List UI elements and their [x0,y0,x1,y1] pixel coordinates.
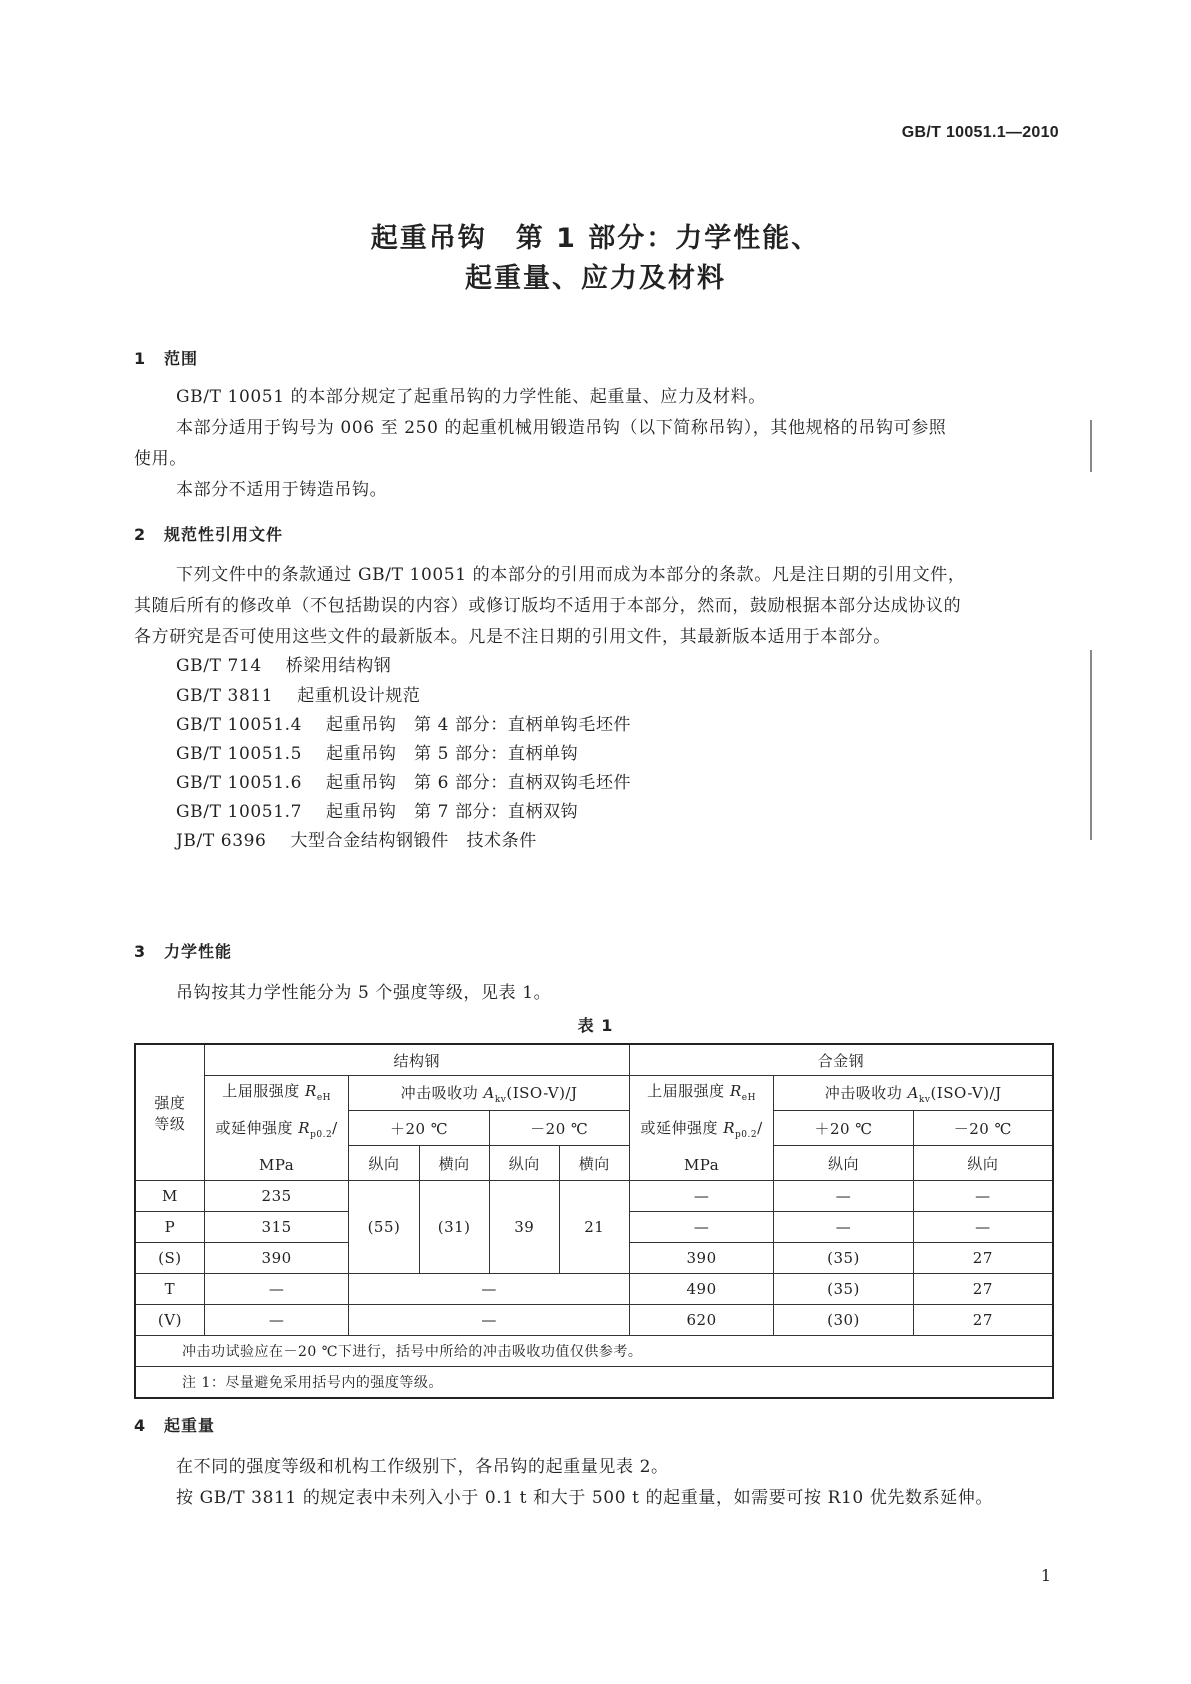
page-number: 1 [1040,1566,1051,1585]
header-text: 上届服强度 [222,1082,300,1100]
paragraph-continuation: 使用。 [134,449,187,469]
header-text: 等级 [154,1114,186,1133]
data-cell: — [913,1181,1053,1212]
header-cell: 纵向 [489,1146,559,1181]
data-cell: — [349,1305,629,1336]
paragraph: GB/T 10051 的本部分规定了起重吊钩的力学性能、起重量、应力及材料。 [176,387,766,407]
section-number: 1 [134,349,147,368]
paragraph-continuation: 各方研究是否可使用这些文件的最新版本。凡是不注日期的引用文件，其最新版本适用于本部分。 [134,627,891,647]
reference-title: 起重吊钩 第 7 部分：直柄双钩 [326,802,579,822]
section-title: 规范性引用文件 [164,525,284,544]
header-cell: 结构钢 [204,1044,629,1076]
section-number: 2 [134,525,147,544]
data-cell: (31) [419,1181,489,1274]
reference-item [176,681,420,712]
revision-bar [1090,420,1092,472]
reference-item [176,739,578,770]
data-cell: — [629,1212,774,1243]
paragraph: 吊钩按其力学性能分为 5 个强度等级，见表 1。 [176,983,552,1003]
reference-code: GB/T 10051.5 [176,744,303,764]
data-cell: 27 [913,1305,1053,1336]
document-title-line2: 起重量、应力及材料 [465,263,726,294]
grade-cell: (S) [135,1243,204,1274]
header-cell: 冲击吸收功 $A_{kv}(ISO-V)/J$ [349,1076,629,1111]
header-cell: ＋20 ℃ [774,1111,913,1146]
header-text: 或延伸强度 [640,1119,718,1137]
data-cell: (55) [349,1181,419,1274]
mechanical-properties-body [134,978,1056,1009]
header-text: MPa [683,1156,720,1174]
reference-title: 起重吊钩 第 5 部分：直柄单钩 [326,744,579,764]
reference-item [176,797,578,828]
header-text: 上届服强度 [647,1082,725,1100]
paragraph-continuation: 其随后所有的修改单（不包括勘误的内容）或修订版均不适用于本部分，然而，鼓励根据本部分达成协议的 [134,596,962,616]
section-title: 起重量 [164,1416,216,1435]
paragraph: 按 GB/T 3811 的规定表中未列入小于 0.1 t 和大于 500 t 的起重量，如需要可按 R10 优先数系延伸。 [176,1488,994,1508]
section-number: 3 [134,942,147,961]
header-cell: 合金钢 [629,1044,1053,1076]
header-cell: 横向 [559,1146,629,1181]
data-cell: 39 [489,1181,559,1274]
table-row [135,1274,1053,1305]
section-heading-rated-load [134,1413,215,1436]
reference-code: JB/T 6396 [176,831,267,851]
data-cell: 21 [559,1181,629,1274]
header-text: 冲击吸收功 [400,1083,479,1102]
header-text: 冲击吸收功 [824,1083,903,1102]
strength-grade-table [134,1043,1054,1399]
reference-code: GB/T 714 [176,656,262,676]
header-cell: －20 ℃ [913,1111,1053,1146]
header-cell [135,1044,204,1181]
header-cell: 纵向 [913,1146,1053,1181]
header-cell: 纵向 [774,1146,913,1181]
data-cell: 27 [913,1243,1053,1274]
data-cell: — [204,1305,349,1336]
header-text: 或延伸强度 [215,1119,294,1137]
header-cell: 纵向 [349,1146,419,1181]
paragraph: 本部分适用于钩号为 006 至 250 的起重机械用锻造吊钩（以下简称吊钩），其他规格的吊钩可参照 [176,418,947,438]
standard-code: GB/T 10051.1—2010 [901,124,1059,141]
rated-load-body [134,1452,1056,1514]
reference-item [176,651,391,682]
section-number: 4 [134,1416,147,1435]
data-cell: (30) [774,1305,913,1336]
section-title: 力学性能 [164,942,233,961]
grade-cell: (V) [135,1305,204,1336]
header-cell: 上届服强度 $R_{eH}$ 或延伸强度 $R_{p0.2}/$ MPa [204,1076,349,1181]
grade-cell: P [135,1212,204,1243]
reference-code: GB/T 3811 [176,686,274,706]
header-cell: 横向 [419,1146,489,1181]
reference-code: GB/T 10051.7 [176,802,303,822]
data-cell: 235 [204,1181,349,1212]
table-note: 冲击功试验应在－20 ℃下进行，括号中所给的冲击吸收功值仅供参考。 [135,1336,1053,1367]
header-text: 强度 [154,1093,186,1112]
document-title-line1: 起重吊钩 第 1 部分：力学性能、 [370,223,821,254]
data-cell: — [774,1212,913,1243]
data-cell: — [629,1181,774,1212]
scope-body [134,382,1056,506]
data-cell: 315 [204,1212,349,1243]
paragraph: 下列文件中的条款通过 GB/T 10051 的本部分的引用而成为本部分的条款。凡是注日期的引用文件， [176,565,966,585]
reference-title: 起重机设计规范 [297,686,421,706]
table-row [135,1181,1053,1212]
section-heading-scope [134,346,198,369]
reference-title: 大型合金结构钢锻件 技术条件 [290,831,537,851]
paragraph: 本部分不适用于铸造吊钩。 [176,480,388,500]
paragraph: 在不同的强度等级和机构工作级别下，各吊钩的起重量见表 2。 [176,1457,669,1477]
reference-title: 桥梁用结构钢 [285,656,392,676]
reference-code: GB/T 10051.4 [176,715,303,735]
data-cell: — [774,1181,913,1212]
header-text: MPa [259,1156,295,1174]
data-cell: 27 [913,1274,1053,1305]
reference-item [176,768,631,799]
reference-code: GB/T 10051.6 [176,773,303,793]
data-cell: 390 [629,1243,774,1274]
revision-bar [1090,650,1092,840]
data-cell: — [913,1212,1053,1243]
table-note: 注 1：尽量避免采用括号内的强度等级。 [135,1367,1053,1399]
data-cell: 390 [204,1243,349,1274]
data-cell: — [204,1274,349,1305]
references-intro [134,560,1056,653]
data-cell: (35) [774,1243,913,1274]
reference-title: 起重吊钩 第 6 部分：直柄双钩毛坯件 [326,773,632,793]
grade-cell: T [135,1274,204,1305]
header-cell: －20 ℃ [489,1111,629,1146]
header-cell: 冲击吸收功 $A_{kv}(ISO-V)/J$ [774,1076,1053,1111]
table-row [135,1305,1053,1336]
table-caption: 表 1 [577,1016,614,1035]
header-cell: 上届服强度 $R_{eH}$ 或延伸强度 $R_{p0.2}/$ MPa [629,1076,774,1181]
data-cell: — [349,1274,629,1305]
section-title: 范围 [164,349,199,368]
data-cell: 490 [629,1274,774,1305]
data-cell: (35) [774,1274,913,1305]
data-cell: 620 [629,1305,774,1336]
reference-item [176,826,537,857]
reference-title: 起重吊钩 第 4 部分：直柄单钩毛坯件 [326,715,632,735]
grade-cell: M [135,1181,204,1212]
reference-item [176,710,631,741]
section-heading-mechanical-properties [134,939,232,962]
section-heading-normative-references [134,522,283,545]
header-cell: ＋20 ℃ [349,1111,489,1146]
